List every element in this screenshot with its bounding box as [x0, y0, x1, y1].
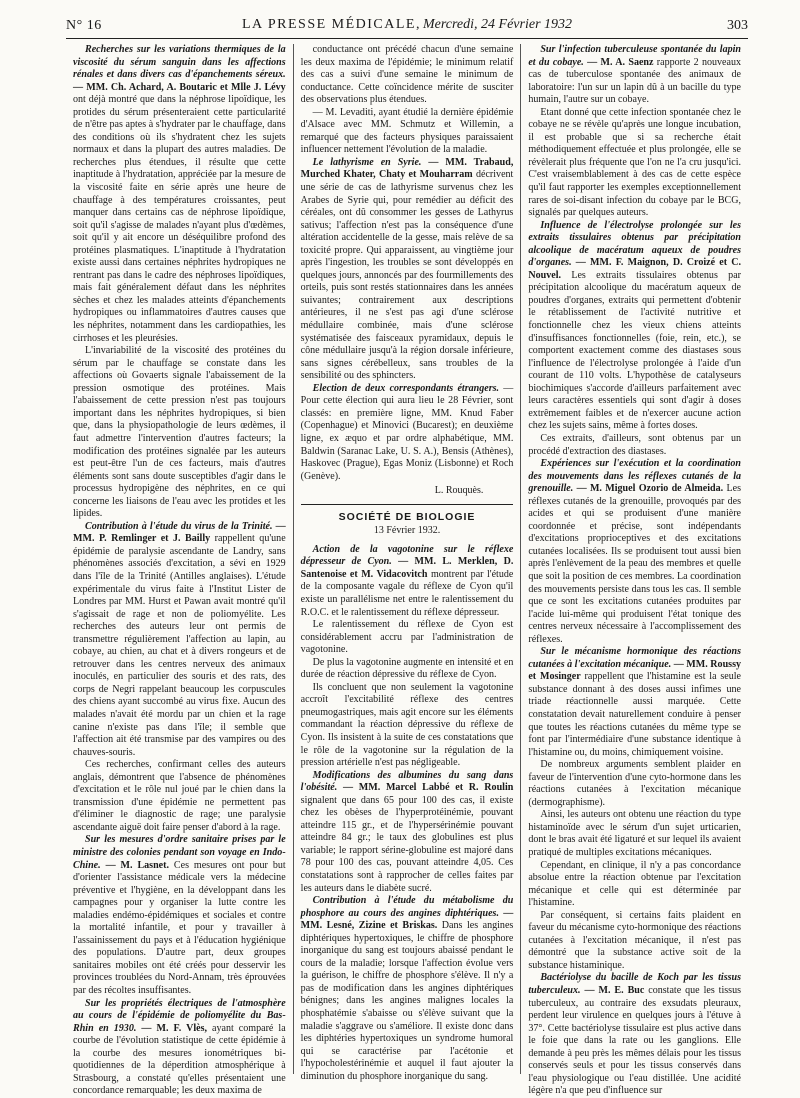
entry-authors: — MM. L. Merklen, D. Santenoise et M. Vidacovitch — [300, 556, 514, 580]
entry-title: Bactériolyse du bacille de Koch par les tissus tuberculeux. — [528, 972, 742, 997]
entry-authors: — M. Miguel Ozorio de Almeida. — [576, 483, 724, 495]
entry-text: Par conséquent, si certains faits plaident en faveur du mécanisme cyto-hormonique des réactions cutanées à l'excitation mécanique, il n'est pas démontré que la substance active soit de la substance histaminique. — [528, 909, 742, 971]
entry-title: Influence de l'électrolyse prolongée sur les extraits tissulaires obtenus par précipitation alcoolique de macératum aqueux de poudres d'organes. — [528, 219, 742, 269]
paragraph — [528, 759, 741, 809]
entry-authors: — M. Levaditi, — [312, 106, 376, 118]
entry-text: rappellent que l'histamine est la seule substance donnant à des doses aussi infimes une triade réactionnelle aussi marquée. Cette constatation devait naturellement conduire à penser que toutes les réactions cutanées du même type se font par l'intermédiaire d'une substance identique à l'histamine ou, du moins, chimiquement voisine. — [528, 671, 742, 758]
entry-title: Sur le mécanisme hormonique des réactions cutanées à l'excitation mécanique. — [528, 646, 742, 670]
page-header — [66, 14, 748, 39]
paragraph — [73, 759, 286, 834]
article-entry — [73, 998, 286, 1098]
entry-text: Ces recherches, confirmant celles des auteurs anglais, démontrent que l'absence de phénomènes d'excitation et le rôle nul joué par le chien dans la transmission d'une épidémie ne permettent pas d'éliminer le diagnostic de rage; une paralysie ascendante aiguë doit faire penser d'abord à la rage. — [73, 759, 286, 833]
column-right — [520, 44, 748, 1097]
journal-title: LA PRESSE MÉDICALE — [241, 17, 416, 32]
article-entry — [301, 157, 514, 383]
entry-text: — Pour cette élection qui aura lieu le 28 Février, sont classés: en première ligne, MM. Knud Faber (Copenhague) et Minovici (Bucarest); en deuxième ligne, ex æquo et par ordre alphabétique, MM. Baldwin (Saranac Lake, U. S. A.), Bensis (Athènes), Haskovec (Prague), Egas Moniz (Lisbonne) et Roch (Genève). — [300, 382, 514, 482]
article-entry — [528, 44, 741, 107]
entry-text: De nombreux arguments semblent plaider en faveur de l'intervention d'une cyto-hormone dans les réactions cutanées à l'excitation mécanique (dermographisme). — [528, 759, 742, 808]
section-date: 13 Février 1932. — [373, 525, 441, 537]
entry-text: constate que les tissus tuberculeux, au contraire des exsudats pleuraux, perdent leur virulence en quelques jours à l'étuve à 37°. Cette bactériolyse tissulaire est plus active dans le foie que dans la rate ou les ganglions. Elle demande à peu près les mêmes délais pour les tissus conservés seuls et pour les tissus conservés dans l'eau physiologique ou l'eau distillée. Une acidité légère n'a que peu d'influence sur — [528, 985, 742, 1097]
paragraph — [528, 910, 741, 973]
entry-title: Recherches sur les variations thermiques de la viscosité du sérum sanguin dans les affections rénales et dans divers cas d'épanchements séreux. — [73, 44, 286, 81]
article-entry — [73, 44, 286, 345]
entry-text: Dans les angines diphtériques hypertoxiques, le chiffre de phosphore inorganique du sang est toujours abaissé pendant le cours de la maladie; lorsque l'affection évolue vers la guérison, le chiffre de phosphore s'élève. Il n'y a pas de modification dans les angines diphtériques bénignes; dans les angines malignes locales la phosphatémie s'abaisse ou s'élève suivant que la maladie s'aggrave ou s'améliore. Il existe donc dans les diphtéries hypertoxiques un syndrome humoral qui se caractérise par l'acétonie et l'hypocholestérinémie et auquel il faut ajouter la diminution du phosphore inorganique du sang. — [300, 920, 514, 1082]
entry-text: décrivent une série de cas de lathyrisme survenus chez les Arabes de Syrie qui, pour remédier au déficit des céréales, ont dû consommer les gesses de Lathyrus sativus; l'affection n'est pas la conséquence d'une altération accidentelle de la gesse, mais relève de sa toxicité propre. Qui apparaissent, au vingtième jour après l'ingestion, les troubles se sont développés en quelques jours, annoncés par des fourmillements des orteils, puis sont restés stationnaires dans les années suivantes; contrairement aux descriptions antérieures, il ne s'est pas agi d'une sclérose médullaire combinée, mais d'une sclérose systématisée des faisceaux pyramidaux, depuis le cône médullaire jusqu'à la région dorsale inférieure, sans signes cérébelleux, sans troubles de la sensibilité ou des sphincters. — [300, 169, 514, 382]
running-title: LA PRESSE MÉDICALE, Mercredi, 24 Février 1932 — [241, 17, 573, 32]
entry-authors: — MM. Marcel Labbé et R. Roulin — [342, 782, 514, 794]
entry-title: Election de deux correspondants étrangers. — [312, 382, 500, 394]
article-entry — [73, 834, 286, 997]
entry-title: Action de la vagotonine sur le réflexe dépresseur de Cyon. — [300, 543, 514, 568]
paragraph — [528, 107, 741, 220]
entry-text: Etant donné que cette infection spontanée chez le cobaye ne se révèle qu'après une longue incubation, il est probable que si sa recherche était méthodiquement effectuée et plus prolongée, elle se révèlerait plus fréquente que l'on ne l'a cru jusqu'ici. C'est vraisemblablement à des cas de cette espèce qu'il faut rapporter les exemples exceptionnellement rares de soi-disant infection du cobaye par le BCG, signalés par quelques auteurs. — [528, 106, 742, 219]
issue-date: Mercredi, 24 Février 1932 — [422, 17, 573, 32]
paragraph — [301, 44, 514, 107]
article-entry — [73, 521, 286, 759]
entry-text: ayant comparé la courbe de l'évolution statistique de cette épidémie à la courbe des mesures ionométriques bi-quotidiennes de la déperdition atmosphérique à Strasbourg, a constaté qu'elles présentaient une concordance remarquable; les deux maxima de — [73, 1022, 286, 1097]
article-entry — [528, 972, 741, 1097]
entry-text: Le ralentissement du réflexe de Cyon est considérablement accru par l'administration de vagotonine. — [300, 619, 514, 656]
page-number: 303 — [727, 18, 748, 33]
entry-authors: — M. Lasnet. — [105, 859, 169, 871]
article-entry — [528, 458, 741, 646]
entry-authors: — MM. Roussy et Mosinger — [528, 658, 742, 683]
entry-title: Expériences sur l'exécution et la coordination des mouvements dans les réflexes cutanés de la grenouille. — [528, 458, 742, 495]
entry-text: rappellent qu'une épidémie de paralysie ascendante de Landry, sans phénomènes associés d'excitation, a sévi en 1929 dans l'île de la Trinité (Antilles anglaises). L'étude expérimentale du virus faite à l'Institut Lister de Londres par MM. Hurst et Pawan avait montré qu'il s'agissait de rage et non de poliomyélite. Les recherches des auteurs leur ont permis de transmettre régulièrement l'affection au lapin, au cobaye, au chien, au chat et à divers rongeurs et de retrouver dans les centres nerveux des animaux inoculés, en particulier des souris et des rats, des corps de Negri rappelant beaucoup les corpuscules des chiens ayant succombé au virus fixe. Aucun des malades n'avait été mordu par un chien et la rage canine n'existe pas dans l'île; il semble que l'affection ait été transmise par des vampires ou des chauves-souris. — [73, 533, 286, 758]
paragraph — [301, 657, 514, 682]
entry-text: Ainsi, les auteurs ont obtenu une réaction du type histaminoïde avec le sérum d'un sujet urticarien, dont le bras avait été ligaturé et sur lequel ils avaient pratiqué de multiples excitations mécaniques. — [528, 809, 742, 858]
entry-text: signalent que dans 65 pour 100 des cas, il existe chez les obèses de l'hyperprotéinémie, pouvant atteindre 115 gr., et de l'hypersérinémie pouvant atteindre 84 gr.; le taux des globulines est plus variable; le rapport sérine-globuline est majoré dans 78 pour 100 des cas, pouvant atteindre 4,05. Ces constatations sont à rapprocher de celles faites par les auteurs dans le diabète sucré. — [300, 794, 514, 894]
entry-title: Contribution à l'étude du métabolisme du phosphore au cours des angines diphtériques. — [300, 895, 514, 919]
entry-text: Les réflexes cutanés de la grenouille, provoqués par des acides et qui se produisent d'une manière coordonnée et précise, sont indépendants d'excitations proprioceptives et des excitations cutanées localisées. Ils se produisent tout aussi bien après l'enlèvement de la peau des membres et quelle que soit la position de ces membres. La coordination des mouvements persiste dans tous les cas. Il semble que ce sont les excitations cutanées produites par l'acide lui-même qui produisent l'état tonique des centres nerveux nécessaire à l'accomplissement des réflexes. — [528, 483, 742, 645]
entry-title: Modifications des albumines du sang dans l'obésité. — [300, 769, 514, 794]
entry-authors: — MM. Trabaud, Murched Khater, Chaty et Mouharram — [300, 156, 514, 181]
column-left — [66, 44, 293, 1097]
entry-text: Ils concluent que non seulement la vagotonine accroît l'excitabilité réflexe des centres pneumogastriques, mais agit encore sur les éléments commandant la réaction dépressive du réflexe de Cyon. Ils insistent à la suite de ces constatations que le rôle de la vagotonine sur la régulation de la pression artérielle n'est pas négligeable. — [300, 681, 514, 769]
entry-authors: — MM. F. Maignon, D. Croizé et C. Nouvel. — [528, 257, 741, 281]
section-heading — [301, 504, 514, 538]
entry-title: Sur les propriétés électriques de l'atmosphère au cours de l'épidémie de poliomyélite du Bas-Rhin en 1930. — [73, 997, 286, 1034]
paragraph — [301, 619, 514, 657]
entry-authors: — M. F. Vlès, — [141, 1022, 207, 1034]
column-middle — [293, 44, 521, 1082]
entry-title: Contribution à l'étude du virus de la Trinité. — [85, 520, 273, 532]
section-title: SOCIÉTÉ DE BIOLOGIE — [338, 510, 476, 523]
signature: L. Rouquès. — [434, 485, 484, 497]
entry-text: Ces extraits, d'ailleurs, sont obtenus par un procédé d'extraction des diastases. — [528, 432, 742, 457]
entry-title: Sur les mesures d'ordre sanitaire prises par le ministre des colonies pendant son voyage en Indo-Chine. — [73, 834, 286, 871]
article-entry — [528, 220, 741, 433]
entry-text: ayant étudié la dernière épidémie d'Alsace avec MM. Schmutz et Willemin, a remarqué que des facteurs physiques paraissaient influencer nettement l'évolution de la maladie. — [300, 106, 514, 156]
article-entry — [301, 544, 514, 619]
article-entry — [301, 770, 514, 895]
paragraph — [528, 860, 741, 910]
entry-text: De plus la vagotonine augmente en intensité et en durée de réaction dépressive du réflexe de Cyon. — [300, 656, 514, 681]
entry-authors: — M. A. Saenz — [587, 56, 654, 68]
article-columns — [66, 44, 748, 1097]
entry-text: montrent par l'étude de la composante vagale du réflexe de Cyon qu'il existe un parallélisme net entre le ralentissement du R.O.C. et le ralentissement du réflexe dépresseur. — [300, 568, 514, 618]
entry-title: Le lathyrisme en Syrie. — [312, 156, 422, 168]
issue-number: N° 16 — [66, 18, 102, 33]
article-entry — [528, 646, 741, 759]
article-entry — [301, 383, 514, 483]
entry-authors: — MM. Lesné, Zizine et Briskas. — [300, 907, 514, 932]
entry-text: Ces mesures ont pour but d'orienter l'assistance médicale vers la médecine préventive et l'hygiène, en la développant dans les campagnes pour y organiser la lutte contre les maladies endémo-épidémiques et sociales et contre la mortalité infantile, et pour y travailler à l'assainissement du pays et à l'éducation hygiénique des populations. D'autre part, deux groupes sanitaires mobiles ont été créés pour desservir les provinces troublées du Nord-Annam, très éprouvées par des récoltes insuffisantes. — [73, 859, 286, 997]
paragraph — [528, 809, 741, 859]
paragraph — [73, 345, 286, 521]
entry-authors: — MM. Ch. Achard, A. Boutaric et Mlle J. Lévy — [73, 81, 286, 93]
entry-authors: — M. E. Buc — [584, 985, 645, 997]
entry-text: conductance ont précédé chacun d'une semaine les deux maxima de l'épidémie; le minimum relatif des cas a suivi d'une semaine le minimum de conductance. Cette coïncidence mérite de susciter des observations plus étendues. — [300, 44, 514, 106]
entry-text: Cependant, en clinique, il n'y a pas concordance absolue entre la réaction obtenue par l'excitation mécanique et celle qui est déterminée par l'histamine. — [528, 859, 742, 909]
entry-text: L'invariabilité de la viscosité des protéines du sérum par le chauffage se constate dans les affections où Govaerts signale l'abaissement de la pression osmotique des protéines. Mais l'abaissement de cette pression n'est pas toujours important dans les néphrites hydropiques, si bien que, dans la physiopathologie de leurs œdèmes, il faut admettre l'intervention d'autres facteurs; la modification des protéines signalée par les auteurs est peut-être l'un de ces facteurs, mais d'autres éléments sont sans doute susceptibles d'agir dans le processus hydropigène des néphrites, en ce qui concerne les liaisons de l'eau avec les protides et les lipides. — [73, 345, 286, 520]
entry-text: rapporte 2 nouveaux cas de tuberculose spontanée des animaux de laboratoire: l'un sur un lapin dû à un bacille du type humain, l'autre sur un cobaye. — [528, 56, 742, 106]
paragraph — [528, 433, 741, 458]
entry-title: Sur l'infection tuberculeuse spontanée du lapin et du cobaye. — [528, 44, 742, 68]
entry-text: ont déjà montré que dans la néphrose lipoïdique, les protides du sérum présenteraient cette particularité de n'être pas aptes à s'hydrater par le chauffage, dans des conditions où ils s'hydratent chez les sujets normaux et dans la plupart des autres maladies. De recherches plus étendues, il résulte que cette inaptitude à l'hydratation, appréciée par la mesure de la viscosité faite en série après une heure de chauffage à des températures croissantes, peut manquer dans certains cas de néphrose lipoïdique, soit qu'il s'agisse de malades n'ayant plus d'œdèmes, soit qu'il y ait encore un déséquilibre profond des protéines plasmatiques. L'inaptitude à l'hydratation existe aussi dans certaines néphrites hydropiques ne rentrant pas dans le cadre des néphroses lipoïdiques, mais fait généralement défaut dans les néphrites sèches et chez les malades atteints d'épanchements hydropiques ou inflammatoires d'autres causes que les néphrites, notamment dans les cardiopathies, les cirrhoses et les pleurésies. — [73, 94, 286, 344]
article-entry — [301, 895, 514, 1083]
entry-authors: — MM. P. Remlinger et J. Bailly — [73, 520, 286, 545]
paragraph — [301, 682, 514, 770]
entry-text: Les extraits tissulaires obtenus par précipitation alcoolique du macératum aqueux de poudres d'organes, extraits qui permettent d'obtenir le rétablissement de l'activité nutritive et fonctionnelle chez les vieux chiens atteints d'insuffisances fonctionnelles (foie, rein, etc.), se comportent exactement comme des diastases sous l'influence de l'électrolyse prolongée à l'aide d'un courant de 110 volts. L'hypothèse de catalyseurs biochimiques s'accorde d'ailleurs parfaitement avec leurs caractères essentiels qui sont d'agir à doses extrêmement faibles et de n'exercer aucune action chez les sujets sains, même à fortes doses. — [528, 269, 742, 432]
paragraph — [301, 107, 514, 157]
